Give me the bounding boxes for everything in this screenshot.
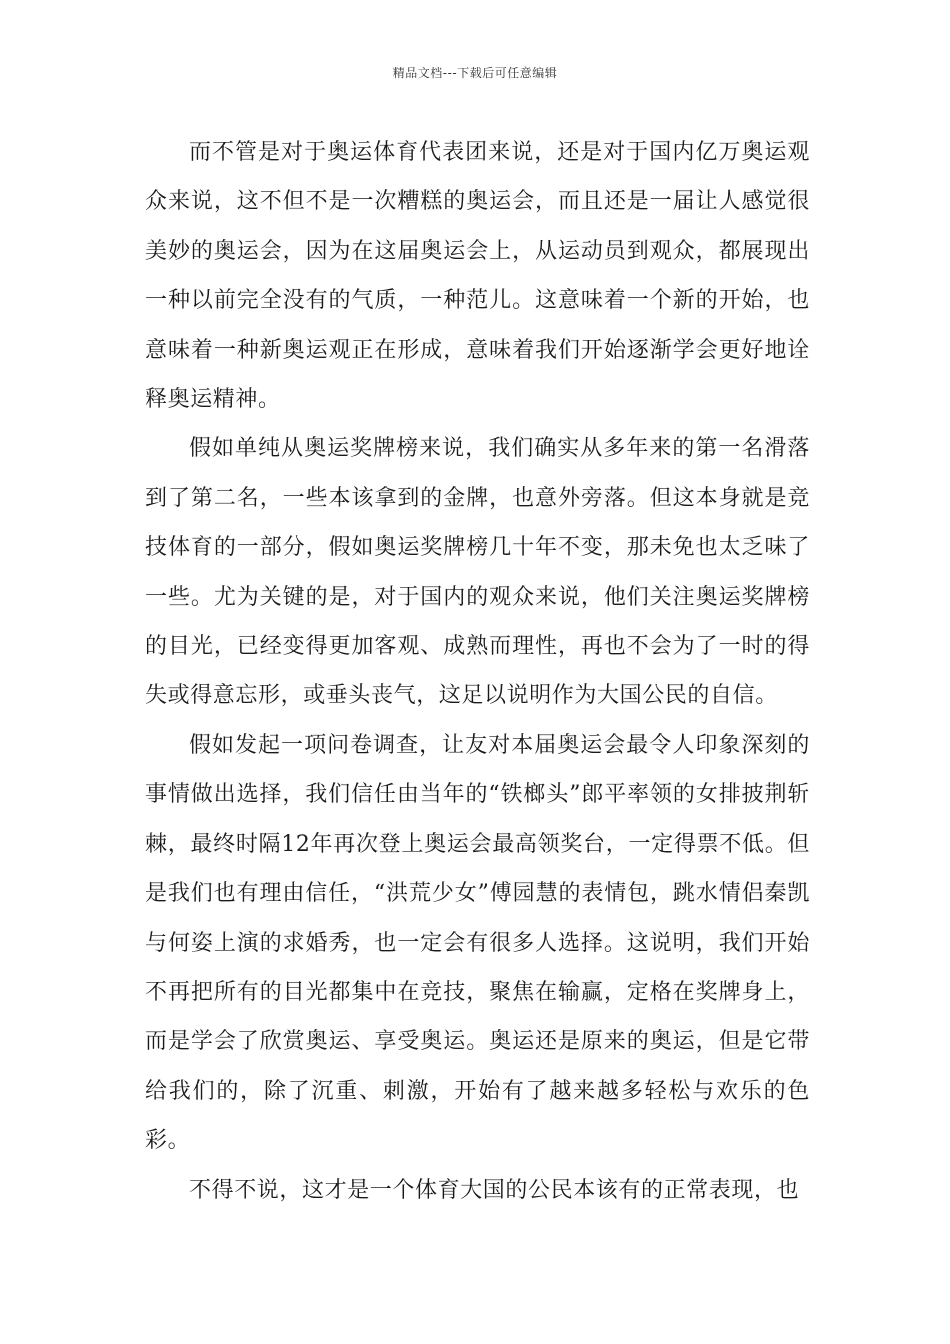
running-header: 精品文档---下载后可任意编辑 [392, 66, 558, 80]
paragraph: 而不管是对于奥运体育代表团来说，还是对于国内亿万奥运观众来说，这不但不是一次糟糕的奥运会，而且还是一届让人感觉很美妙的奥运会，因为在这届奥运会上，从运动员到观众，都展现出一种以前完全没有的气质，一种范儿。这意味着一个新的开始，也意味着一种新奥运观正在形成，意味着我们开始逐渐学会更好地诠释奥运精神。 [145, 140, 810, 413]
paragraph: 不得不说，这才是一个体育大国的公民本该有的正常表现，也 [189, 1177, 800, 1203]
paragraph: 假如单纯从奥运奖牌榜来说，我们确实从多年来的第一名滑落到了第二名，一些本该拿到的金牌，也意外旁落。但这本身就是竞技体育的一部分，假如奥运奖牌榜几十年不变，那未免也太乏味了一些。尤为关键的是，对于国内的观众来说，他们关注奥运奖牌榜的目光，已经变得更加客观、成熟而理性，再也不会为了一时的得失或得意忘形，或垂头丧气，这足以说明作为大国公民的自信。 [145, 436, 810, 709]
article-body [145, 128, 810, 1215]
paragraph: 假如发起一项问卷调查，让友对本届奥运会最令人印象深刻的事情做出选择，我们信任由当年的“铁榔头”郎平率领的女排披荆斩棘，最终时隔12年再次登上奥运会最高领奖台，一定得票不低。但是我们也有理由信任，“洪荒少女”傅园慧的表情包，跳水情侣秦凯与何姿上演的求婚秀，也一定会有很多人选择。这说明，我们开始不再把所有的目光都集中在竞技，聚焦在输赢，定格在奖牌身上，而是学会了欣赏奥运、享受奥运。奥运还是原来的奥运，但是它带给我们的，除了沉重、刺激，开始有了越来越多轻松与欢乐的色彩。 [145, 732, 810, 1154]
